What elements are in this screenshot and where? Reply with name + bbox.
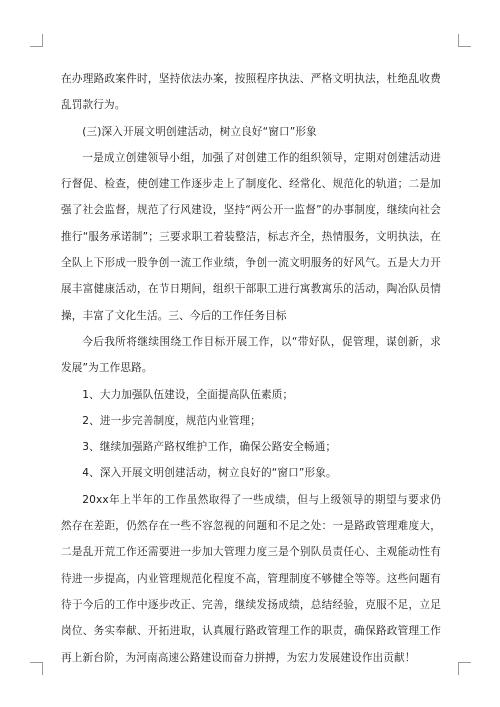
list-item-2: 2、进一步完善制度，规范内业管理；	[82, 414, 261, 427]
list-item-1: 1、大力加强队伍建设，全面提高队伍素质；	[82, 388, 294, 401]
list-item-4: 4、深入开展文明创建活动，树立良好的“窗口”形象。	[82, 467, 337, 480]
crop-mark-bottom-right	[458, 662, 471, 675]
paragraph-civilization-activities: 一是成立创建领导小组，加强了对创建工作的组织领导，定期对创建活动进行督促、检查，使创建工作逐步走上了制度化、经常化、规范化的轨道；二是加强了社会监督，规范了行风建设，坚持“两公开一监督”的办事制度，继续向社会推行“服务承诺制”；三要求职工着装整洁，标志齐全，热情服务，文明执法，在全队上下形成一股争创一流工作业绩，争创一流文明服务的好风气。五是大力开展丰富健康活动，在节日期间，组织干部职工进行寓教寓乐的活动，陶冶队员情操，丰富了文化生活。三、今后的工作任务目标	[61, 151, 441, 322]
paragraph-work-plan: 今后我所将继续围绕工作目标开展工作，以“带好队，促管理，谋创新，求发展”为工作思路。	[61, 335, 441, 375]
crop-mark-bottom-left	[30, 662, 43, 675]
crop-mark-top-left	[30, 34, 43, 47]
list-item-3: 3、继续加强路产路权维护工作，确保公路安全畅通；	[82, 441, 337, 454]
paragraph-continuation: 在办理路政案件时，坚持依法办案，按照程序执法、严格文明执法，杜绝乱收费乱罚款行为。	[61, 73, 441, 112]
crop-mark-top-right	[458, 34, 471, 47]
section-heading: (三)深入开展文明创建活动，树立良好“窗口”形象	[82, 125, 317, 138]
paragraph-summary: 20xx年上半年的工作虽然取得了一些成绩，但与上级领导的期望与要求仍然存在差距，仍然存在一些不容忽视的问题和不足之处：一是路政管理难度大，二是乱开荒工作还需要进一步加大管理力度三是个别队员责任心、主观能动性有待进一步提高，内业管理规范化程度不高，管理制度不够健全等等。这些问题有待于今后的工作中逐步改正、完善，继续发扬成绩，总结经验，克服不足，立足岗位、务实奉献、开拓进取，认真履行路政管理工作的职责，确保路政管理工作再上新台阶，为河南高速公路建设而奋力拼搏，为宏力发展建设作出贡献！	[61, 493, 441, 664]
document-body	[61, 66, 441, 671]
